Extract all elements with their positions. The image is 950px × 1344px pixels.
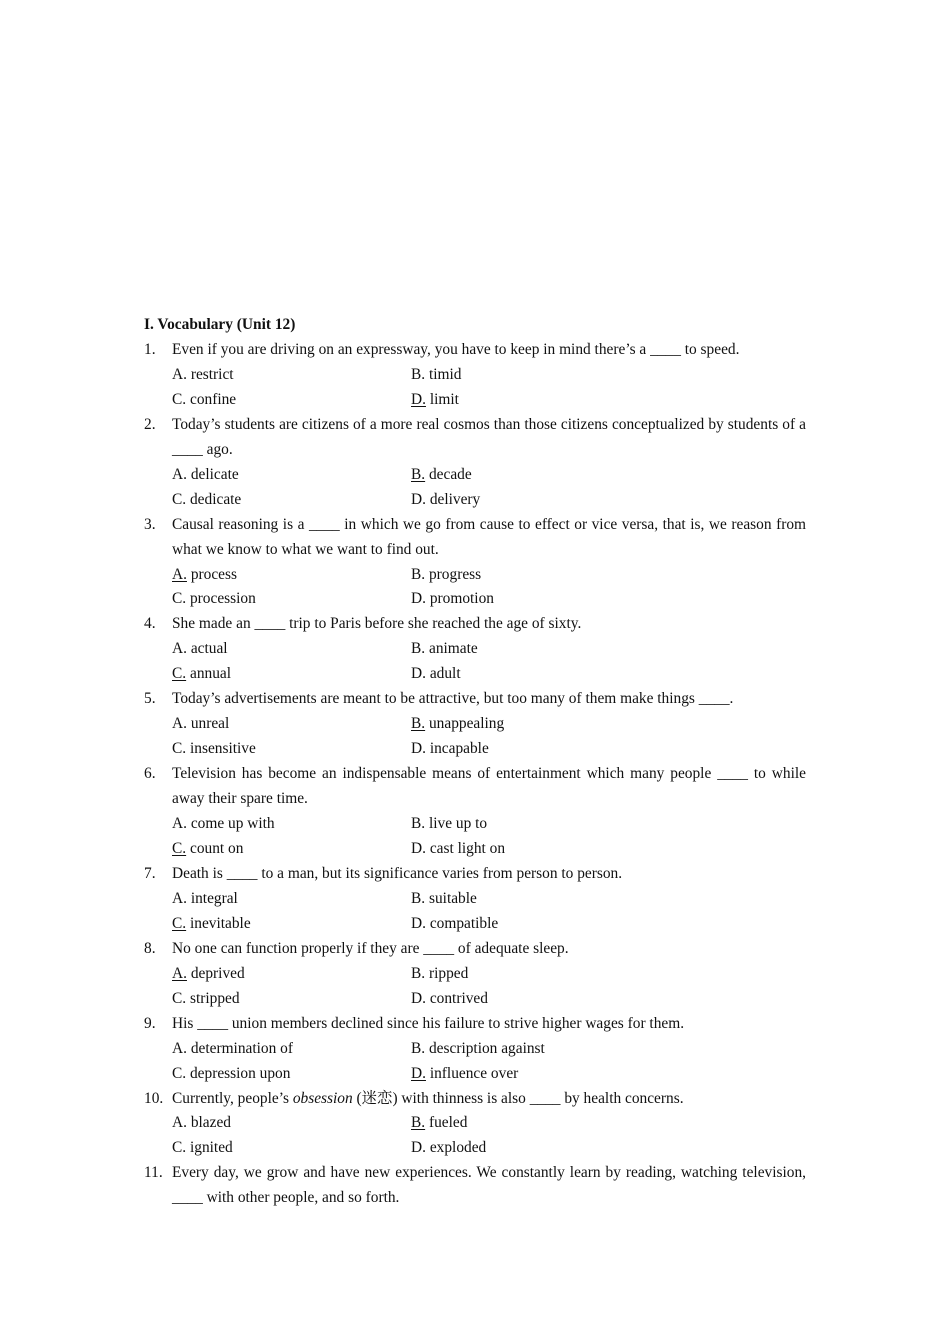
question-text-part: to speed. xyxy=(680,340,740,358)
question-text xyxy=(172,338,806,363)
option-letter: D. xyxy=(411,590,426,608)
question-text xyxy=(172,937,806,962)
option-b xyxy=(411,363,806,388)
option-text: actual xyxy=(190,640,228,658)
option-letter: D. xyxy=(411,840,426,857)
option-text: ignited xyxy=(189,1139,233,1157)
option-d xyxy=(411,1136,806,1161)
question-text-part: in which we go from cause to effect or vice versa, that is, we reason from what we know to what we want to find out. xyxy=(172,515,806,558)
correct-option-letter: C. xyxy=(172,665,187,683)
option-a xyxy=(172,1111,411,1136)
question-stem xyxy=(144,687,806,712)
option-text: decade xyxy=(428,465,472,483)
option-text: cast light on xyxy=(429,840,506,857)
option-text: incapable xyxy=(429,740,489,758)
option-c xyxy=(172,837,411,862)
question-text-part: Television has become an indispensable means of entertainment which many people xyxy=(172,765,718,783)
option-a xyxy=(172,812,411,837)
option-d xyxy=(411,388,806,413)
option-a xyxy=(172,962,411,987)
option-letter: A. xyxy=(172,1039,187,1057)
option-text: delivery xyxy=(429,490,481,508)
option-grid xyxy=(144,637,806,687)
option-text: suitable xyxy=(428,889,477,907)
option-b xyxy=(411,1111,806,1136)
correct-option-letter: B. xyxy=(411,465,426,483)
answer-blank: ____ xyxy=(308,515,340,533)
question-number: 9. xyxy=(144,1014,156,1032)
option-letter: A. xyxy=(172,365,187,383)
option-b xyxy=(411,1037,806,1062)
option-grid xyxy=(144,962,806,1012)
option-letter: B. xyxy=(411,964,426,982)
question-item xyxy=(144,1012,806,1087)
option-letter: B. xyxy=(411,365,426,383)
option-text: determination of xyxy=(190,1039,293,1057)
option-text: description against xyxy=(428,1039,545,1057)
option-text: influence over xyxy=(429,1064,519,1082)
correct-option-letter: B. xyxy=(411,715,426,733)
option-grid xyxy=(144,812,806,862)
question-item xyxy=(144,687,806,762)
question-item xyxy=(144,338,806,413)
option-c xyxy=(172,1062,411,1087)
answer-blank: ____ xyxy=(254,615,286,633)
question-text xyxy=(172,413,806,463)
option-grid xyxy=(144,563,806,613)
option-b xyxy=(411,563,806,588)
option-grid xyxy=(144,1037,806,1087)
option-letter: C. xyxy=(172,1139,187,1157)
option-letter: A. xyxy=(172,1114,187,1132)
option-text: insensitive xyxy=(189,740,256,758)
option-b xyxy=(411,463,806,488)
question-number: 3. xyxy=(144,515,156,533)
option-b xyxy=(411,962,806,987)
question-text xyxy=(172,1012,806,1037)
option-letter: C. xyxy=(172,1064,187,1082)
option-letter: D. xyxy=(411,740,426,758)
option-letter: D. xyxy=(411,665,426,683)
correct-option-letter: D. xyxy=(411,1064,426,1082)
question-text-part: Today’s students are citizens of a more real cosmos than those citizens conceptualized by students of a xyxy=(172,415,806,433)
option-text: integral xyxy=(190,889,238,907)
question-text-part: Even if you are driving on an expressway, you have to keep in mind there’s a xyxy=(172,340,651,358)
question-number: 1. xyxy=(144,340,156,358)
question-text-part: to a man, but its significance varies from person to person. xyxy=(257,864,623,882)
question-stem xyxy=(144,1161,806,1211)
question-item xyxy=(144,862,806,937)
question-text-part: by health concerns. xyxy=(560,1089,684,1107)
option-text: contrived xyxy=(429,989,488,1007)
question-number: 11. xyxy=(144,1164,163,1182)
correct-option-letter: C. xyxy=(172,840,187,857)
option-letter: B. xyxy=(411,889,426,907)
question-text xyxy=(172,687,806,712)
option-text: count on xyxy=(189,840,244,857)
option-text: fueled xyxy=(428,1114,468,1132)
option-c xyxy=(172,737,411,762)
exam-document xyxy=(144,313,806,1211)
question-text-part: Currently, people’s xyxy=(172,1089,293,1107)
question-italic-term: obsession xyxy=(292,1089,353,1107)
question-item xyxy=(144,513,806,613)
question-number: 10. xyxy=(144,1089,164,1107)
question-text xyxy=(172,1161,806,1211)
answer-blank: ____ xyxy=(226,864,258,882)
question-text-part: Every day, we grow and have new experiences. We constantly learn by reading, watching television, xyxy=(172,1164,806,1182)
option-letter: D. xyxy=(411,1139,426,1157)
option-text: blazed xyxy=(190,1114,231,1132)
option-letter: D. xyxy=(411,490,426,508)
option-letter: A. xyxy=(172,640,187,658)
question-stem xyxy=(144,513,806,563)
option-b xyxy=(411,887,806,912)
option-text: stripped xyxy=(189,989,240,1007)
option-letter: C. xyxy=(172,989,187,1007)
option-grid xyxy=(144,463,806,513)
option-b xyxy=(411,637,806,662)
question-item xyxy=(144,762,806,862)
option-c xyxy=(172,488,411,513)
option-d xyxy=(411,1062,806,1087)
option-letter: D. xyxy=(411,989,426,1007)
option-a xyxy=(172,1037,411,1062)
option-letter: C. xyxy=(172,590,187,608)
answer-blank: ____ xyxy=(529,1089,561,1107)
option-text: dedicate xyxy=(189,490,242,508)
option-text: annual xyxy=(189,665,232,683)
question-number: 2. xyxy=(144,415,156,433)
option-c xyxy=(172,987,411,1012)
option-text: limit xyxy=(429,390,459,408)
option-text: promotion xyxy=(429,590,494,608)
question-stem xyxy=(144,612,806,637)
option-text: unappealing xyxy=(428,715,505,733)
option-text: deprived xyxy=(190,964,245,982)
option-letter: A. xyxy=(172,715,187,733)
option-text: restrict xyxy=(190,365,234,383)
section-title: I. Vocabulary (Unit 12) xyxy=(144,316,296,333)
question-text-part: No one can function properly if they are xyxy=(172,939,424,957)
option-text: progress xyxy=(428,565,482,583)
question-stem xyxy=(144,937,806,962)
question-number: 5. xyxy=(144,690,156,708)
option-a xyxy=(172,712,411,737)
option-c xyxy=(172,662,411,687)
question-item xyxy=(144,1161,806,1211)
option-a xyxy=(172,887,411,912)
option-text: animate xyxy=(428,640,478,658)
correct-option-letter: A. xyxy=(172,565,187,583)
question-text xyxy=(172,513,806,563)
option-b xyxy=(411,712,806,737)
option-text: timid xyxy=(428,365,462,383)
question-number: 7. xyxy=(144,864,156,882)
option-a xyxy=(172,363,411,388)
question-text xyxy=(172,762,806,812)
question-text-part: (迷恋) with thinness is also xyxy=(352,1089,530,1107)
question-stem xyxy=(144,338,806,363)
option-text: procession xyxy=(189,590,256,608)
option-letter: C. xyxy=(172,390,187,408)
option-letter: B. xyxy=(411,815,426,833)
question-item xyxy=(144,937,806,1012)
option-text: delicate xyxy=(190,465,239,483)
answer-blank: ____ xyxy=(717,765,748,783)
option-text: inevitable xyxy=(189,914,251,932)
question-item xyxy=(144,1087,806,1162)
correct-option-letter: D. xyxy=(411,390,426,408)
question-text xyxy=(172,1087,806,1112)
question-text-part: trip to Paris before she reached the age of sixty. xyxy=(285,615,582,633)
option-c xyxy=(172,1136,411,1161)
question-text-part: of adequate sleep. xyxy=(454,939,569,957)
question-item xyxy=(144,413,806,513)
option-grid xyxy=(144,712,806,762)
option-letter: D. xyxy=(411,914,426,932)
option-c xyxy=(172,388,411,413)
question-list xyxy=(144,338,806,1211)
question-text-part: She made an xyxy=(172,615,255,633)
option-letter: B. xyxy=(411,1039,426,1057)
answer-blank: ____ xyxy=(172,1189,203,1207)
question-stem xyxy=(144,1012,806,1037)
option-letter: A. xyxy=(172,889,187,907)
option-b xyxy=(411,812,806,837)
option-d xyxy=(411,837,806,862)
correct-option-letter: C. xyxy=(172,914,187,932)
option-letter: A. xyxy=(172,465,187,483)
question-text-part: Today’s advertisements are meant to be attractive, but too many of them make things xyxy=(172,690,699,708)
correct-option-letter: A. xyxy=(172,964,187,982)
answer-blank: ____ xyxy=(650,340,681,358)
answer-blank: ____ xyxy=(197,1014,229,1032)
question-stem xyxy=(144,862,806,887)
question-stem xyxy=(144,1087,806,1112)
option-grid xyxy=(144,1111,806,1161)
option-d xyxy=(411,488,806,513)
question-text-part: to while away their spare time. xyxy=(172,765,806,808)
correct-option-letter: B. xyxy=(411,1114,426,1132)
question-text-part: . xyxy=(729,690,734,708)
option-letter: C. xyxy=(172,490,187,508)
option-d xyxy=(411,912,806,937)
option-text: process xyxy=(190,565,237,583)
option-d xyxy=(411,662,806,687)
option-grid xyxy=(144,363,806,413)
question-text-part: His xyxy=(172,1014,198,1032)
option-grid xyxy=(144,887,806,937)
option-d xyxy=(411,587,806,612)
option-a xyxy=(172,637,411,662)
question-item xyxy=(144,612,806,687)
question-number: 8. xyxy=(144,939,156,957)
option-letter: B. xyxy=(411,565,426,583)
question-stem xyxy=(144,413,806,463)
option-letter: C. xyxy=(172,740,187,758)
option-text: compatible xyxy=(429,914,499,932)
option-letter: A. xyxy=(172,815,187,833)
answer-blank: ____ xyxy=(423,939,455,957)
option-c xyxy=(172,587,411,612)
question-text-part: Causal reasoning is a xyxy=(172,515,309,533)
question-number: 6. xyxy=(144,765,156,783)
option-text: live up to xyxy=(428,815,488,833)
question-text-part: Death is xyxy=(172,864,227,882)
option-text: unreal xyxy=(190,715,230,733)
option-letter: B. xyxy=(411,640,426,658)
question-text-part: with other people, and so forth. xyxy=(202,1189,400,1207)
answer-blank: ____ xyxy=(172,440,203,458)
question-text-part: ago. xyxy=(202,440,233,458)
question-text xyxy=(172,862,806,887)
option-c xyxy=(172,912,411,937)
option-text: come up with xyxy=(190,815,275,833)
option-d xyxy=(411,987,806,1012)
option-text: adult xyxy=(429,665,461,683)
option-d xyxy=(411,737,806,762)
question-number: 4. xyxy=(144,615,156,633)
option-text: depression upon xyxy=(189,1064,291,1082)
option-a xyxy=(172,463,411,488)
question-text-part: union members declined since his failure to strive higher wages for them. xyxy=(228,1014,685,1032)
question-stem xyxy=(144,762,806,812)
option-a xyxy=(172,563,411,588)
option-text: ripped xyxy=(428,964,469,982)
option-text: confine xyxy=(189,390,237,408)
option-text: exploded xyxy=(429,1139,487,1157)
answer-blank: ____ xyxy=(698,690,730,708)
question-text xyxy=(172,612,806,637)
